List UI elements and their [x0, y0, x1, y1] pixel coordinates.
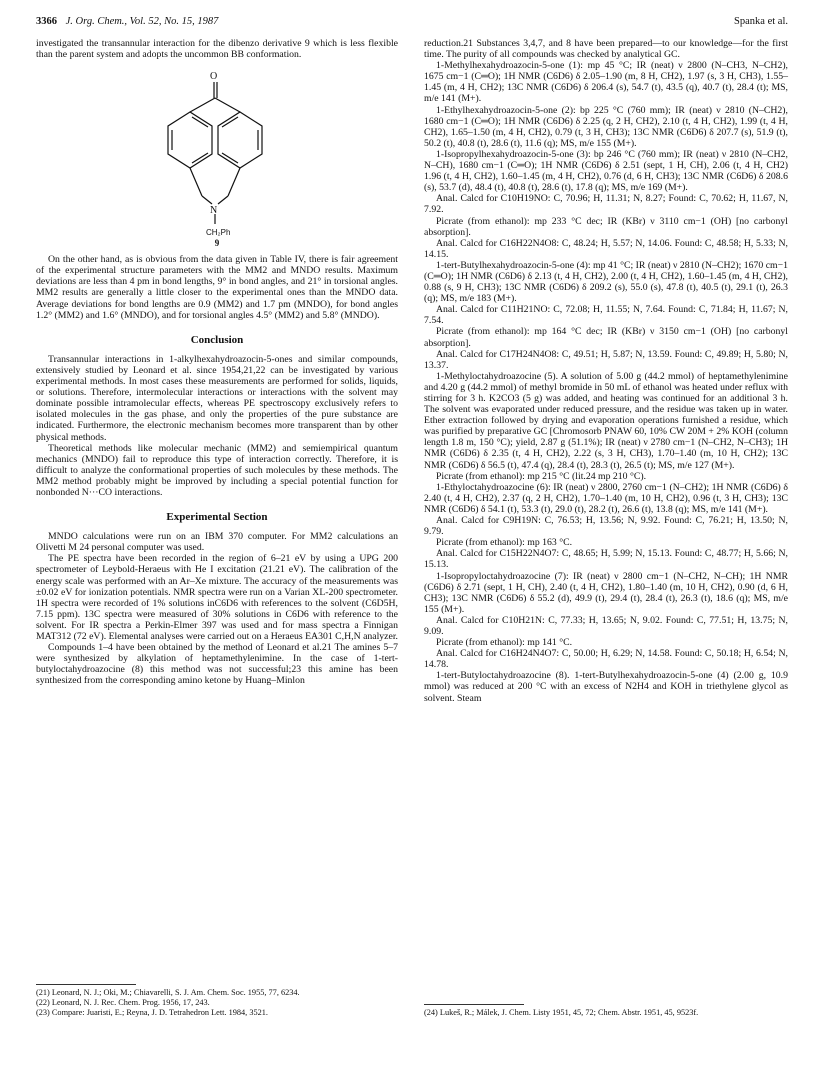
compound-7-data: 1-Isopropyloctahydroazocine (7): IR (neat) ν 2800 cm−1 (N–CH2, N–CH); 1H NMR (C6D6) δ 2.71 (sept, 1 H, CH), 2.40 (t, 4 H, CH2), 1.80–1.40 (m, 10 H, CH2), 0.90 (d, 6 H, CH3); 13C NMR (C6D6) δ 55.2 (d), 49.9 (t), 29.4 (t), 28.4 (t), 26.3 (t), 18.6 (q); MS, m/e 155 (M+).	[424, 570, 788, 615]
page-header	[36, 16, 788, 32]
compound-3-anal: Anal. Calcd for C10H19NO: C, 70.96; H, 11.31; N, 8.27; Found: C, 70.62; H, 11.67, N, 7.92.	[424, 193, 788, 216]
footnote-21: (21) Leonard, N. J.; Oki, M.; Chiavarelli, S. J. Am. Chem. Soc. 1955, 77, 6234.	[36, 988, 300, 997]
footnote-22: (22) Leonard, N. J. Rec. Chem. Prog. 1956, 17, 243.	[36, 998, 210, 1007]
page-number: 3366	[36, 16, 57, 27]
experimental-paragraph-2: The PE spectra have been recorded in the region of 6–21 eV by using a UPG 200 spectrometer of Leybold-Heraeus with He I excitation (21.21 eV). The calibration of the energy scale was performed with an Ar–Xe mixture. The accuracy of the measurements was ±0.02 eV for ionization potentials. NMR spectra were run on a Varian XL-200 spectrometer. 1H spectra were recorded of 1% solutions inC6D6 with references to the solvent (C6D5H, 7.15 ppm). 13C spectra were measured of 30% solutions in C6D6 with reference to the solvent. For IR spectra a Perkin-Elmer 397 was used and for mass spectra a Finnigan MAT312 (72 eV). Elemental analyses were carried out on a Heraeus EA301 C,H,N analyzer.	[36, 553, 398, 642]
compound-7-picrate: Picrate (from ethanol): mp 141 °C.	[436, 637, 573, 649]
compound-6-picrate-anal: Anal. Calcd for C15H22N4O7: C, 48.65; H, 5.99; N, 15.13. Found: C, 48.77; H, 5.66; N, 15.13.	[424, 548, 788, 571]
footnote-rule	[36, 984, 136, 985]
reduction-paragraph: reduction.21 Substances 3,4,7, and 8 have been prepared—to our knowledge—for the first time. The purity of all compounds was checked by analytical GC.	[424, 38, 788, 61]
experimental-paragraph-3: Compounds 1–4 have been obtained by the method of Leonard et al.21 The amines 5–7 were synthesized by alkylation of heptamethylenimine. In the case of 1-tert-butyloctahydroazocine (8) this method was not successful;23 this amine has been synthesized from the corresponding amino ketone by Huang–Minlon	[36, 642, 398, 687]
right-footnotes	[424, 1004, 788, 1018]
compound-6-data: 1-Ethyloctahydroazocine (6): IR (neat) ν 2800, 2760 cm−1 (N–CH2); 1H NMR (C6D6) δ 2.40 (t, 4 H, CH2), 2.37 (q, 2 H, CH2), 1.70–1.40 (m, 10 H, CH2), 0.96 (t, 3 H, CH3); 13C NMR (C6D6) δ 54.1 (t), 53.3 (t), 29.0 (t), 28.2 (t), 26.6 (t), 13.8 (q); MS, m/e 141 (M+).	[424, 481, 788, 515]
compound-8-data: 1-tert-Butyloctahydroazocine (8). 1-tert-Butylhexahydroazocin-5-one (4) (2.00 g, 10.9 mmol) was reduced at 200 °C with an excess of N2H4 and KOH in triethylene glycol as solvent. Steam	[424, 670, 788, 704]
compound-6-anal: Anal. Calcd for C9H19N: C, 76.53; H, 13.56; N, 9.92. Found: C, 76.21; H, 13.50; N, 9.79.	[424, 515, 788, 538]
footnote-23: (23) Compare: Juaristi, E.; Reyna, J. D. Tetrahedron Lett. 1984, 3521.	[36, 1008, 268, 1017]
compound-number: 9	[214, 238, 220, 249]
footnote-24: (24) Lukeš, R.; Málek, J. Chem. Listy 1951, 45, 72; Chem. Abstr. 1951, 45, 9523f.	[424, 1008, 699, 1017]
benzyl-label: CH₂Ph	[206, 228, 231, 238]
compound-6-picrate: Picrate (from ethanol): mp 163 °C.	[436, 537, 573, 549]
left-footnotes	[36, 984, 398, 1018]
compound-4-data: 1-tert-Butylhexahydroazocin-5-one (4): mp 41 °C; IR (neat) ν 2810 (N–CH2); 1670 cm−1 (C═O); 1H NMR (C6D6) δ 2.13 (t, 4 H, CH2), 2.00 (t, 4 H, CH2), 1.60–1.45 (m, 4 H, CH2), 0.88 (s, 9 H, CH3); 13C NMR (C6D6) δ 209.2 (s), 55.0 (s), 47.8 (t), 40.5 (t), 29.1 (t), 26.3 (q); MS, m/e 183 (M+).	[424, 259, 788, 305]
mndo-comparison-paragraph: On the other hand, as is obvious from the data given in Table IV, there is fair agreement of the experimental structure parameters with the MM2 and MNDO results. Maximum deviations are less than 4 pm in bond lengths, 9° in bond angles, and 21° in torsional angles. MM2 results are generally a little closer to the experimental ones than the MNDO data. Average deviations for bond lengths are 0.9 (MM2) and 1.7 pm (MNDO), for bond angles 1.2° (MM2) and 1.6° (MNDO), and for torsional angles 4.5° (MM2) and 5.8° (MNDO).	[36, 254, 398, 321]
compound-3-picrate: Picrate (from ethanol): mp 233 °C dec; IR (KBr) ν 3110 cm−1 (OH) [no carbonyl absorption].	[424, 215, 788, 238]
experimental-paragraph-1: MNDO calculations were run on an IBM 370 computer. For MM2 calculations an Olivetti M 24 personal computer was used.	[36, 531, 398, 554]
compound-3-picrate-anal: Anal. Calcd for C16H22N4O8: C, 48.24; H, 5.57; N, 14.06. Found: C, 48.58; H, 5.33; N, 14.15.	[424, 237, 788, 260]
compound-4-anal: Anal. Calcd for C11H21NO: C, 72.08; H, 11.55; N, 7.64. Found: C, 71.84; H, 11.67; N, 7.54.	[424, 304, 788, 327]
compound-4-picrate: Picrate (from ethanol): mp 164 °C dec; IR (KBr) ν 3150 cm−1 (OH) [no carbonyl absorption].	[424, 326, 788, 349]
compound-5-picrate: Picrate (from ethanol): mp 215 °C (lit.24 mp 210 °C).	[436, 470, 647, 482]
compound-3-data: 1-Isopropylhexahydroazocin-5-one (3): bp 246 °C (760 mm); IR (neat) ν 2810 (N–CH2, N–CH), 1680 cm−1 (C═O); 1H NMR (C6D6) δ 2.51 (sept, 1 H, CH), 2.06 (t, 4 H, CH2) 1.96 (t, 4 H, CH2), 1.60–1.45 (m, 4 H, CH2), 0.76 (d, 6 H, CH3); 13C NMR (C6D6) δ 208.6 (s), 53.7 (d), 48.4 (t), 40.8 (t), 28.6 (t), 17.8 (q); MS, m/e 169 (M+).	[424, 148, 788, 194]
intro-paragraph: investigated the transannular interaction for the dibenzo derivative 9 which is less flexible than the parent system and adopts the uncommon BB conformation.	[36, 38, 398, 61]
footnote-rule-right	[424, 1004, 524, 1005]
oxygen-label: O	[210, 71, 218, 83]
compound-7-anal: Anal. Calcd for C10H21N: C, 77.33; H, 13.65; N, 9.02. Found: C, 77.51; H, 13.75; N, 9.09.	[424, 614, 788, 637]
conclusion-heading: Conclusion	[190, 333, 244, 346]
compound-2-data: 1-Ethylhexahydroazocin-5-one (2): bp 225 °C (760 mm); IR (neat) ν 2810 (N–CH2), 1680 cm−1 (C═O); 1H NMR (C6D6) δ 2.25 (q, 2 H, CH2), 2.10 (t, 4 H, CH2), 1.99 (t, 4 H, CH2), 1.65–1.50 (m, 4 H, CH2), 0.79 (t, 3 H, CH3); 13C NMR (C6D6) δ 207.7 (s), 51.9 (t), 50.2 (t), 40.8 (t), 28.6 (t), 11.6 (q); MS, m/e 155 (M+).	[424, 104, 788, 149]
experimental-heading: Experimental Section	[166, 511, 268, 524]
journal-citation: J. Org. Chem., Vol. 52, No. 15, 1987	[65, 16, 219, 27]
compound-1-data: 1-Methylhexahydroazocin-5-one (1): mp 45 °C; IR (neat) ν 2800 (N–CH3, N–CH2), 1675 cm−1 (C═O); 1H NMR (C6D6) δ 2.05–1.90 (m, 8 H, CH2), 1.97 (s, 3 H, CH3), 1.55–1.45 (m, 4 H, CH2); 13C NMR (C6D6) δ 206.4 (s), 54.7 (t), 43.5 (q), 40.7 (t), 28.4 (t); MS, m/e 141 (M+).	[424, 60, 788, 105]
dibenzazocine-structure	[144, 64, 284, 244]
right-column	[424, 38, 788, 704]
running-authors: Spanka et al.	[734, 16, 788, 27]
conclusion-paragraph-2: Theoretical methods like molecular mechanic (MM2) and semiempirical quantum mechanics (MNDO) fail to reproduce this type of interaction correctly. Therefore, it is difficult to analyze the conformational properties of such molecules by these methods. The MM2 method probably might be improved by including a special potential function for nonbonded N···CO interactions.	[36, 442, 398, 498]
nitrogen-label: N	[210, 205, 218, 217]
chemical-structure-9	[36, 60, 398, 249]
compound-4-picrate-anal: Anal. Calcd for C17H24N4O8: C, 49.51; H, 5.87; N, 13.59. Found: C, 49.89; H, 5.80; N, 13.37.	[424, 348, 788, 371]
left-column	[36, 38, 398, 686]
compound-7-picrate-anal: Anal. Calcd for C16H24N4O7: C, 50.00; H, 6.29; N, 14.58. Found: C, 50.18; H, 6.54; N, 14.78.	[424, 648, 788, 671]
compound-5-data: 1-Methyloctahydroazocine (5). A solution of 5.00 g (44.2 mmol) of heptamethylenimine and 4.20 g (44.2 mmol) of methyl bromide in 50 mL of ethanol was heated under reflux with stirring for 3 h. K2CO3 (5 g) was added, and heating was continued for an additional 3 h. The solvent was evaporated under reduced pressure, and the residue was taken up in water. Ether extraction followed by drying and evaporation operations furnished a residue, which was purified by preparative GC [Chromosorb PNAW 60, 10% CW 20M + 2% KOH (column length 1.8 m, 150 °C); yield, 2.87 g (51.1%); IR (neat) ν 2780 cm−1 (N–CH2, N–CH3); 1H NMR (C6D6) δ 2.35 (t, 4 H, CH2), 2.22 (s, 3 H, CH3), 1.70–1.40 (m, 10 H, CH2); 13C NMR (C6D6) δ 56.5 (t), 47.4 (q), 28.4 (t), 28.3 (t), 26.5 (t); MS, m/e 127 (M+).	[424, 370, 788, 471]
conclusion-paragraph-1: Transannular interactions in 1-alkylhexahydroazocin-5-ones and similar compounds, extensively studied by Leonard et al. since 1954,21,22 can be investigated by various experimental methods. In most cases these measurements are performed for solids, liquids, or solutions. Therefore, intermolecular interactions or interactions with the solvent may dominate possible intramolecular effects, whereas PE spectroscopy exclusively refers to isolated molecules in the gas phase, and only the properties of the pure substance are indicated. Furthermore, the electronic mechanism becomes more transparent than by other physical methods.	[36, 353, 398, 443]
